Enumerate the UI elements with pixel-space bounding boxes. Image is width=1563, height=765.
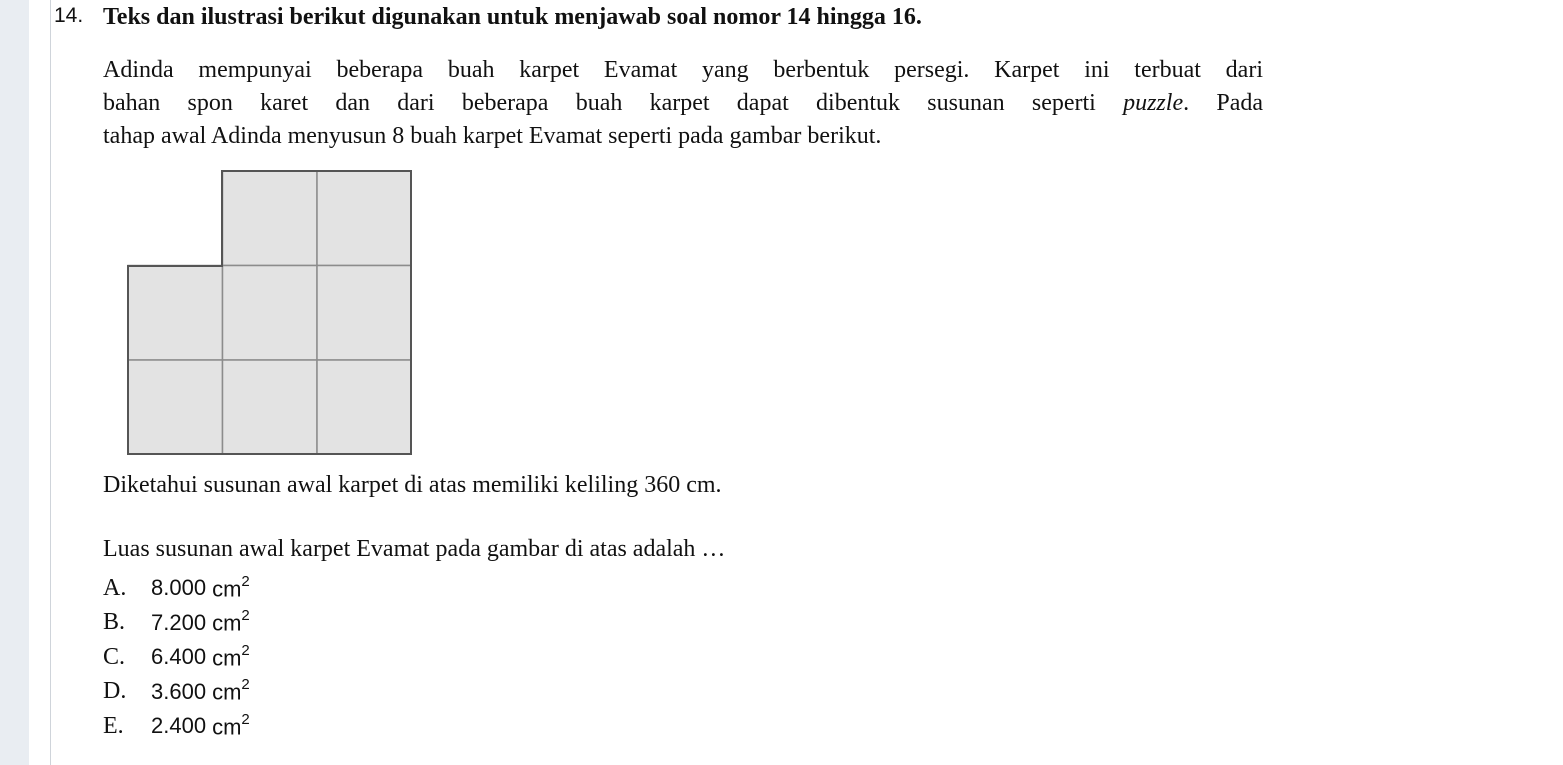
option-letter: B.	[103, 609, 126, 636]
option-value: 7.200	[151, 609, 207, 635]
unit-text: cm	[212, 679, 242, 705]
carpet-tile-7	[223, 360, 318, 455]
unit-text: cm	[212, 610, 242, 636]
unit-exponent: 2	[241, 607, 250, 625]
question-paragraph	[103, 54, 1263, 153]
option-unit	[212, 609, 250, 636]
question-heading: Teks dan ilustrasi berikut digunakan untuk menjawab soal nomor 14 hingga 16.	[103, 4, 922, 30]
carpet-tile-5	[317, 266, 412, 361]
carpet-tile-6	[128, 360, 223, 455]
unit-text: cm	[212, 713, 242, 739]
known-perimeter-statement: Diketahui susunan awal karpet di atas memiliki keliling 360 cm.	[103, 472, 722, 498]
gutter-spacer	[29, 0, 50, 765]
unit-exponent: 2	[241, 710, 250, 728]
option-unit	[212, 572, 250, 602]
unit-text: cm	[212, 575, 242, 601]
unit-text: cm	[212, 644, 242, 670]
option-unit	[212, 710, 250, 740]
paragraph-line-2-end: . Pada	[1183, 90, 1263, 116]
option-c[interactable]	[103, 640, 250, 675]
carpet-tiles	[128, 171, 412, 455]
paragraph-line-1: Adinda mempunyai beberapa buah karpet Evamat yang berbentuk persegi. Karpet ini terbuat dari	[103, 57, 1263, 83]
option-value: 3.600	[151, 678, 207, 704]
unit-exponent: 2	[241, 641, 250, 659]
question-prompt: Luas susunan awal karpet Evamat pada gambar di atas adalah …	[103, 536, 726, 562]
option-letter: E.	[103, 712, 124, 739]
carpet-tile-8	[317, 360, 412, 455]
option-unit	[212, 678, 250, 705]
option-unit	[212, 641, 250, 671]
option-value: 2.400	[151, 713, 207, 739]
paragraph-line-3: tahap awal Adinda menyusun 8 buah karpet Evamat seperti pada gambar berikut.	[103, 123, 882, 149]
carpet-tile-4	[223, 266, 318, 361]
option-letter: A.	[103, 574, 127, 601]
unit-exponent: 2	[241, 676, 250, 694]
option-value: 8.000	[151, 575, 207, 601]
carpet-tile-1	[223, 171, 318, 266]
carpet-arrangement-figure	[127, 170, 412, 455]
option-letter: D.	[103, 678, 127, 705]
question-number: 14.	[54, 4, 84, 27]
option-value: 6.400	[151, 644, 207, 670]
unit-exponent: 2	[241, 572, 250, 590]
option-d[interactable]	[103, 675, 250, 710]
option-letter: C.	[103, 643, 126, 670]
carpet-tile-3	[128, 266, 223, 361]
option-e[interactable]	[103, 709, 250, 744]
option-a[interactable]	[103, 571, 250, 606]
puzzle-term: puzzle	[1123, 90, 1184, 116]
answer-options	[103, 571, 250, 744]
paragraph-line-2-text: bahan spon karet dan dari beberapa buah karpet dapat dibentuk susunan seperti	[103, 90, 1124, 116]
carpet-tile-2	[317, 171, 412, 266]
gutter-divider	[50, 0, 51, 765]
paragraph-line-2	[103, 87, 1263, 120]
option-b[interactable]	[103, 606, 250, 641]
left-gutter	[0, 0, 29, 765]
